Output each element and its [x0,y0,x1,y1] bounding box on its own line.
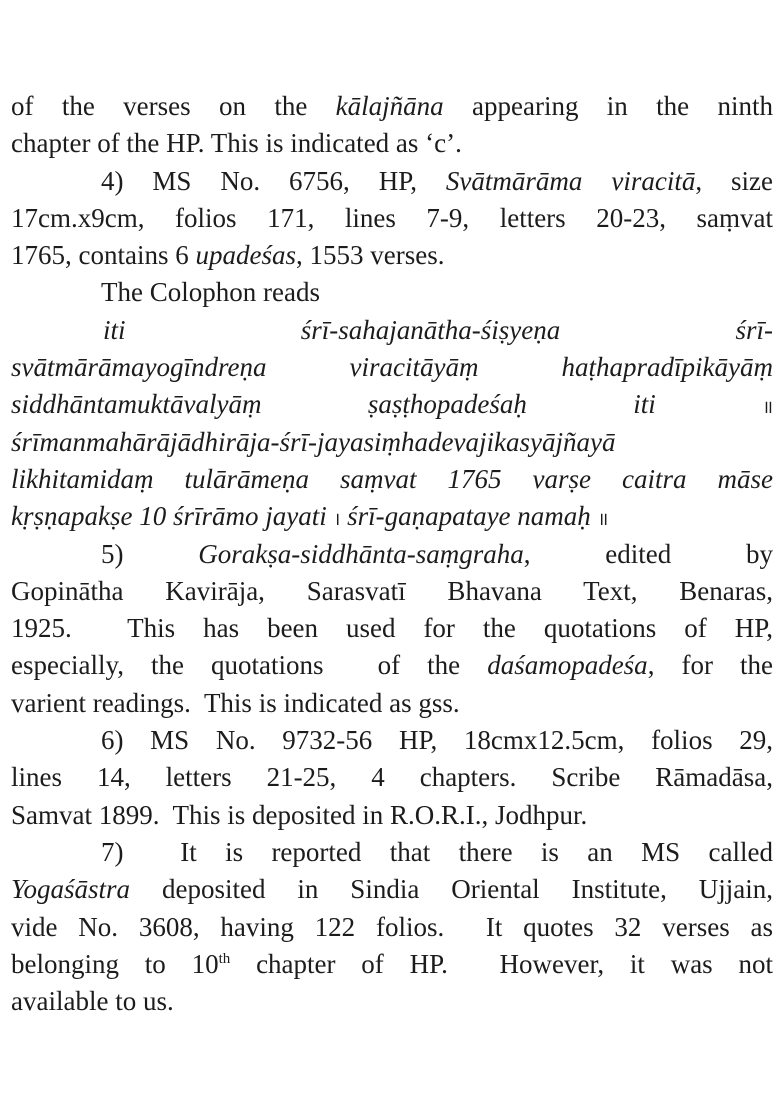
text-run: 17cm.x9cm, folios 171, lines 7-9, letters 20-23, saṃvat [11,202,773,233]
text-line [11,647,773,684]
text-run: chapter of the HP. This is indicated as ‘c’. [11,128,462,159]
text-run: 5) [101,538,199,569]
text-line [11,834,773,871]
text-run: appearing in the ninth [443,91,773,121]
text-line [11,871,773,908]
italic-title: Yogaśāstra [11,874,131,905]
text-run: 6) MS No. 9732-56 HP, 18cmx12.5cm, folios 29, [101,725,773,756]
text-run: Gopinātha Kavirāja, Sarasvatī Bhavana Text, Benaras, [11,575,773,606]
text-line [11,573,773,610]
colophon-text: iti śrī-sahajanātha-śiṣyeṇa śrī- [103,314,773,345]
colophon-line [11,386,773,423]
colophon-line [11,461,773,498]
single-danda: । [333,509,341,530]
italic-term: Svātmārāma viracitā [445,165,696,196]
text-run: especially, the quotations of the [11,650,488,681]
colophon-line [11,312,773,349]
colophon-text: svātmārāmayogīndreṇa viracitāyāṃ haṭhapradīpikāyāṃ [11,352,773,383]
colophon-text: likhitamidaṃ tulārāmeṇa saṃvat 1765 varṣe caitra māse [11,463,773,494]
text-run: 7) It is reported that there is an MS called [101,836,773,867]
text-run: vide No. 3608, having 122 folios. It quotes 32 verses as [11,911,773,942]
text-run: belonging to 10 [11,948,219,979]
colophon-text: śrīmanmahārājādhirāja-śrī-jayasiṃhadevajikasyājñayā [11,426,616,457]
italic-term: upadeśas [195,240,296,271]
text-line [11,946,773,983]
text-line [11,759,773,796]
text-run: of the verses on the [11,91,336,121]
italic-term: daśamopadeśa [487,650,648,681]
text-line [11,685,773,722]
text-line [11,125,773,162]
text-line [11,237,773,274]
text-run: The Colophon reads [101,277,320,308]
colophon-text: kṛṣṇapakṣe 10 śrīrāmo jayati [11,501,327,532]
text-line [11,610,773,647]
text-line [11,909,773,946]
italic-title: Gorakṣa-siddhānta-saṃgraha [198,538,524,569]
colophon-line [11,349,773,386]
double-danda: ॥ [762,397,773,418]
italic-term: kālajñāna [335,91,444,121]
text-run: , 1553 verses. [295,240,445,271]
text-run: , edited by [523,538,773,569]
colophon-text: siddhāntamuktāvalyāṃ ṣaṣṭhopadeśaḥ iti [11,389,656,420]
colophon-line [11,498,773,535]
text-run: 1765, contains 6 [11,240,196,271]
text-line [11,274,773,311]
text-line [11,983,773,1020]
colophon-line [11,424,773,461]
text-run: available to us. [11,986,174,1017]
double-danda: ॥ [597,509,609,530]
text-run: 4) MS No. 6756, HP, [101,165,446,196]
colophon-text: śrī-gaṇapataye namaḥ [347,501,591,532]
document-page [11,88,773,1020]
text-line [11,163,773,200]
text-line [11,200,773,237]
text-line [11,536,773,573]
text-run: , for the [647,650,773,681]
text-run: , size [695,165,773,196]
text-run: 1925. This has been used for the quotations of HP, [11,613,773,644]
text-line [11,88,773,125]
superscript: th [218,950,231,967]
text-run: chapter of HP. However, it was not [230,948,773,979]
text-run: lines 14, letters 21-25, 4 chapters. Scribe Rāmadāsa, [11,762,773,793]
text-run: varient readings. This is indicated as gss. [11,687,460,718]
text-run: Samvat 1899. This is deposited in R.O.R.I., Jodhpur. [11,799,588,830]
text-run: deposited in Sindia Oriental Institute, Ujjain, [130,874,773,905]
text-line [11,797,773,834]
text-line [11,722,773,759]
